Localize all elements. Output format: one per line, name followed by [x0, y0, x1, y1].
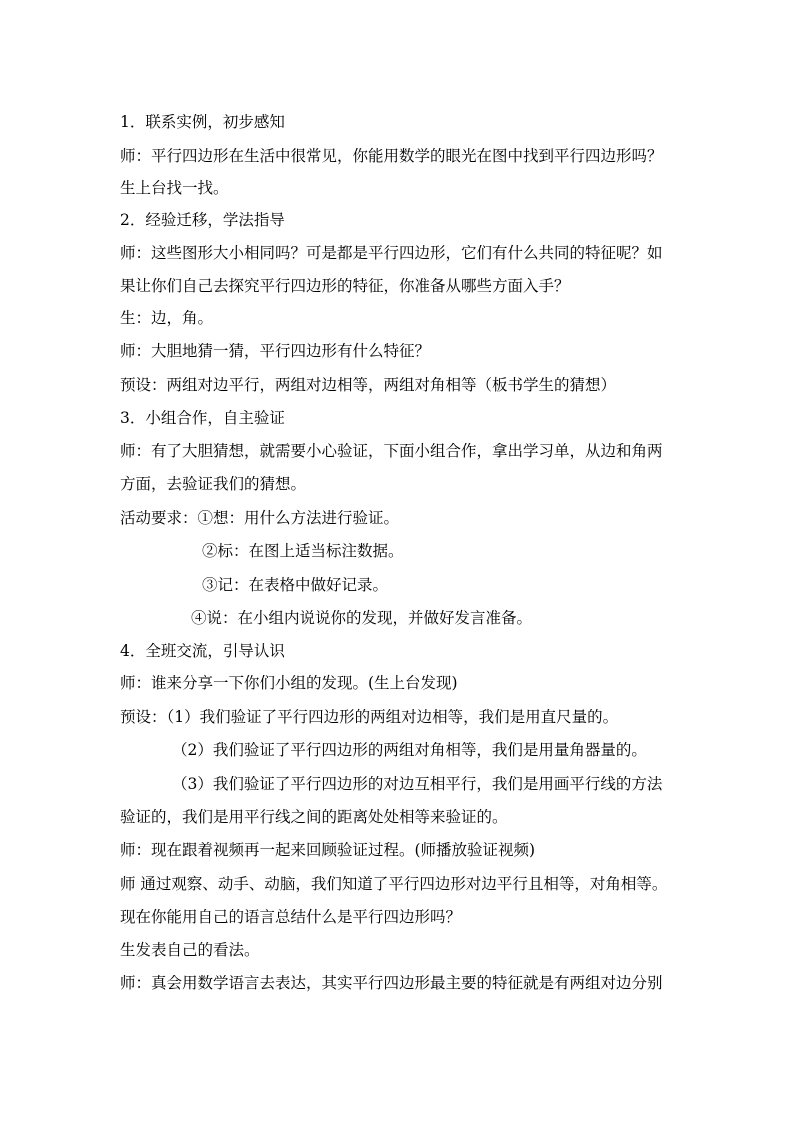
paragraph-line: 生：边，角。: [120, 309, 214, 327]
activity-item: ③记：在表格中做好记录。: [202, 576, 389, 594]
activity-item: ④说：在小组内说说你的发现，并做好发言准备。: [191, 609, 533, 627]
paragraph-line: 师：真会用数学语言去表达，其实平行四边形最主要的特征就是有两组对边分别: [120, 974, 663, 992]
heading-3: 3．小组合作，自主验证: [120, 409, 285, 427]
heading-1: 1．联系实例，初步感知: [120, 113, 285, 131]
paragraph-line: 师：谁来分享一下你们小组的发现。(生上台发现): [120, 674, 458, 692]
paragraph-line: 果让你们自己去探究平行四边形的特征，你准备从哪些方面入手？: [120, 277, 570, 295]
paragraph-line: 师：这些图形大小相同吗？可是都是平行四边形，它们有什么共同的特征呢？如: [120, 244, 663, 262]
paragraph-line: 现在你能用自己的语言总结什么是平行四边形吗？: [120, 908, 462, 926]
heading-4: 4．全班交流，引导认识: [120, 642, 285, 660]
paragraph-line: 方面，去验证我们的猜想。: [120, 475, 307, 493]
activity-item: ②标：在图上适当标注数据。: [202, 542, 404, 560]
paragraph-line: 师：平行四边形在生活中很常见，你能用数学的眼光在图中找到平行四边形吗？: [120, 147, 663, 165]
heading-2: 2．经验迁移，学法指导: [120, 211, 285, 229]
paragraph-line: 师：现在跟着视频再一起来回顾验证过程。(师播放验证视频): [120, 841, 536, 859]
paragraph-line: 师：有了大胆猜想，就需要小心验证，下面小组合作，拿出学习单，从边和角两: [120, 442, 663, 460]
preset-item: 预设：（1）我们验证了平行四边形的两组对边相等，我们是用直尺量的。: [120, 708, 619, 726]
preset-item: （2）我们验证了平行四边形的两组对角相等，我们是用量角器量的。: [172, 741, 647, 759]
paragraph-line: 验证的，我们是用平行线之间的距离处处相等来验证的。: [120, 808, 508, 826]
paragraph-line: 生上台找一找。: [120, 179, 229, 197]
activity-requirements: 活动要求：①想：用什么方法进行验证。: [120, 509, 400, 527]
paragraph-line: 预设：两组对边平行，两组对边相等，两组对角相等（板书学生的猜想）: [120, 376, 617, 394]
preset-item: （3）我们验证了平行四边形的对边互相平行，我们是用画平行线的方法: [172, 775, 663, 793]
paragraph-line: 师 通过观察、动手、动脑，我们知道了平行四边形对边平行且相等，对角相等。: [120, 875, 668, 893]
paragraph-line: 生发表自己的看法。: [120, 941, 260, 959]
paragraph-line: 师：大胆地猜一猜，平行四边形有什么特征？: [120, 342, 431, 360]
